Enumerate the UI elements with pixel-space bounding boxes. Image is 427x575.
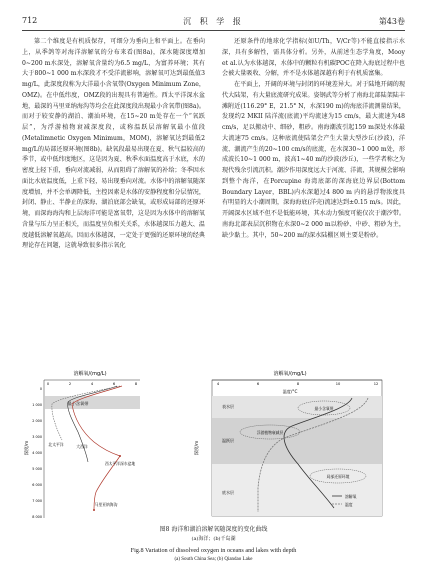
tick-label: 6 000 [32,483,42,487]
tick-label: 2 000 [32,419,42,423]
panel-a-axis-label: 溶解氧/(mg/L) [73,371,107,377]
layer-label: 底水层 [222,490,234,495]
tick-label: 3 000 [32,435,42,439]
layer-label: 表水层 [222,404,234,409]
figure-subcaption-en: (a) South China Sea; (b) Qiandao Lake [174,557,253,562]
paragraph: 第二个维度是有机质保存，可细分为垂向上和平面上。在垂向上，从季鸽等对海洋溶解氧的分布来看(图8a)，深水随深度增加0~200 m水深处，溶解氧含量约为6.5 mg/L，为富养环境；其有大于800~1 000 m水深段才不受洋流影响，溶解氧可达到最低值3 mg/L，此深度段称为大洋最小含氧带(Oxygen Minimum Zone，OMZ)。在中低纬度，OMZ段的出现具有普遍性。西太平洋深水盆地，最深的马里亚纳海沟等均会在此深度段出现最小含氧带(图8a)。而对于较安静的湖泊、潮汕环境，在15~20 m处存在一个“氧跃层”，为浮游植物衰减深度段，或称温跃层溶解氧最小值段(Metalimnetic Oxygen Minimum，MOM)，溶解氧达到最低2 mg/L的局部还原环境(图8b)。缺氧段最易出现在夏、秋气温较高的季节，或中低纬度地区，这是因为夏、秋季水面温度高于水底，水的密度上轻下重，垂向对流减弱，从而阻碍了溶解氧的补给；冬季因水面比水底温度低，上重下轻，易出现垂向对流。水体中的溶解氧随深度增加，并不会单调降低，主控因素是水体的安静程度和分层情况，封闭、静止、半静止的深海、湖泊底部会缺氧，或形成局部的还原环境，而深海海沟和上层海洋可能是富氧带，这是因为水体中的溶解氧含量与压力呈正相关，而温度呈负相关关系，水体越深压力越大、温度越低溶解氧越高。因而水体越深，一定处于更强的还原环境的经典理论存在问题，这就导致很多指示氧化 [22,38,205,250]
tick-label: 1 000 [32,403,42,407]
tick-label: 4 [216,382,220,386]
panel-b-axis-label: 溶解氧/(mg/L) [273,371,307,377]
temperature-axis-label: 温度/°C [282,389,298,394]
paragraph: 在平面上，开阔的环境与封闭的环境差异大。对于陆地开阔的现代大陆架，有大量底流研究成果。姿钢武等分析了南海北部陆架陆丰滩附近(116.29° E，21.5° N，水深190 m)的海底洋流测量结果，发现约2 MKII 陆洋流(底流)平均流速为15 cm/s，最大流速为48 cm/s，足以搬动中、细砂，粗砂。南海潮波引起159 m深处水体最大流速75 cm/s。这种底流使陆架会产生大量大型沙丘(沙波)，洋流、潮流产生的20~100 cm/s的底流，在水深30~1 000 m处，形成波长10~1 000 m，波高1~40 m的沙波(沙丘)，一些学者称之为现代残余引流沉积。潮汐作用深度远大于河流、洋流，其规模会影响到整个海洋，在Porcupine 海湾底部的深海底边界层(Bottom Boundary Layer，BBL)内水深超过4 800 m 内的悬浮物浓度具有明显的大小潮周期，深海海底(洋壳)流速达到±0.15 m/s。因此，开阔深水区域不但不是低能环境，其水动力强度可能仅次于潮汐带。南海北部表层沉积物在水深0~2 000 m以粉砂、中砂、粗砂为主，缺少黏土。其中，50~200 m的深水陆棚区则主要是粉砂。 [222,81,405,239]
curve-label: 马里亚纳海沟 [94,502,118,507]
tick-label: 0 [39,387,42,391]
tick-label: 0 [46,382,50,386]
layer-label: 温跃层 [222,438,234,443]
surface-layer [212,396,382,418]
tick-label: 8 [134,382,138,386]
legend-label: 溶解氧 [345,494,357,499]
tick-label: 5 000 [32,467,42,471]
legend-label: 温度 [345,502,353,507]
tick-label: 6 [112,382,116,386]
zone-label: 局部还原环境 [326,474,350,479]
tick-label: 12 [373,382,379,386]
tick-label: 4 [90,382,94,386]
tick-label: 6 [256,382,260,386]
curve-marker [93,509,95,511]
north-pacific-curve [52,386,120,440]
panel-b [193,370,382,516]
curve-label: 西太平洋深水盆地 [104,461,136,466]
tick-label: 8 [296,382,300,386]
figure-8 [22,368,405,523]
tick-label: 4 000 [32,451,42,455]
curve-marker [119,455,121,457]
panel-b-depth-label: 深度/m [195,440,200,456]
volume-label: 第43卷 [378,17,405,26]
zone-label: 浮游植物衰减层 [256,430,284,435]
figure-subcaption-zh: (a)海洋；(b)千岛湖 [191,536,236,542]
tick-label: 8 000 [32,515,42,519]
tick-label: 10 [335,382,341,386]
paragraph: 还原条件的地球化学指标(如U/Th，V/Cr等)不能直接指示水深，具有多解性，需具体分析。另外，从前述生态学角度，Mooy et al.认为水体越深，水体中的颗粒有机碳POC在降入海底过程中也会被大量吸收、分解，并不是水体越深越有利于有机质富集。 [222,38,405,78]
figure-caption-en: Fig.8 Variation of dissolved oxygen in oceans and lakes with depth [130,547,297,554]
header-rule [22,30,405,31]
tick-label: 2 [68,382,72,386]
panel-a [23,370,140,519]
panel-a-depth-label: 深度/m [25,440,30,456]
thermocline-layer [212,418,382,464]
journal-name: 沉 积 学 报 [183,17,244,26]
tick-label: 7 000 [32,499,42,503]
bottom-layer [212,464,382,516]
page-number: 712 [22,16,38,25]
left-text-column [22,37,205,361]
curve-label: 北太平洋 [48,442,64,447]
figure-caption-zh: 图8 海洋和湖泊溶解氧随深度的变化曲线 [159,526,268,533]
band-label: 最小含氧带 [67,401,89,406]
right-text-column [222,37,405,361]
running-header [22,16,405,30]
curve-label: 大西洋 [76,444,88,449]
minimum-oxygen-band [44,396,140,409]
zone-label: 最小含氧带 [314,406,334,411]
